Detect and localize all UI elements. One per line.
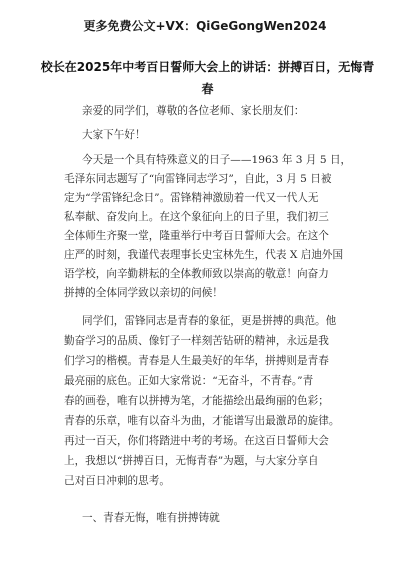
paragraph-line: 定为“学雷锋纪念日”。雷锋精神激励着一代又一代人无: [64, 192, 319, 204]
paragraph-line: 语学校，向辛勤耕耘的全体教师致以崇高的敬意！向奋力: [64, 268, 329, 280]
paragraph-line: 最亮丽的底色。正如大家常说：“无奋斗，不青春。”青: [64, 375, 314, 387]
paragraph-line: 春的画卷，唯有以拼搏为笔，才能描绘出最绚丽的色彩；: [64, 395, 329, 407]
paragraph-line: 青春的乐章，唯有以奋斗为曲，才能谱写出最激昂的旋律。: [64, 415, 340, 427]
greeting-line: 大家下午好！: [82, 129, 146, 141]
paragraph-line: 毛泽东同志题写了“向雷锋同志学习”，自此，3 月 5 日被: [64, 173, 332, 185]
paragraph-line: 再过一百天，你们将踏进中考的考场。在这百日誓师大会: [64, 435, 329, 447]
paragraph-line: 己对百日冲刺的思考。: [64, 475, 170, 487]
paragraph-line: 同学们，雷锋同志是青春的象征，更是拼搏的典范。他: [82, 315, 337, 327]
paragraph-line: 私奉献、奋发向上。在这个象征向上的日子里，我们初三: [64, 211, 329, 223]
paragraph-line: 拼搏的全体同学致以亲切的问候！: [64, 287, 223, 299]
paragraph-line: 们学习的楷模。青春是人生最美好的年华，拼搏则是青春: [64, 355, 329, 367]
document-title: 校长在2025年中考百日誓师大会上的讲话：拼搏百日，无悔青春: [40, 60, 375, 96]
paragraph-line: 勤奋学习的品质、像钉子一样刻苦钻研的精神，永远是我: [64, 335, 329, 347]
paragraph-line: 今天是一个具有特殊意义的日子——1963 年 3 月 5 日，: [82, 154, 352, 166]
paragraph-line: 全体师生齐聚一堂，隆重举行中考百日誓师大会。在这个: [64, 230, 329, 242]
promo-header: 更多免费公文+VX：QiGeGongWen2024: [83, 19, 327, 33]
salutation-line: 亲爱的同学们，尊敬的各位老师、家长朋友们：: [82, 105, 305, 117]
paragraph-line: 上，我想以“拼搏百日，无悔青春”为题，与大家分享自: [64, 455, 319, 467]
section-heading: 一、青春无悔，唯有拼搏铸就: [82, 512, 220, 524]
paragraph-line: 庄严的时刻，我谨代表理事长史宝林先生，代表 X 启迪外国: [64, 249, 344, 261]
